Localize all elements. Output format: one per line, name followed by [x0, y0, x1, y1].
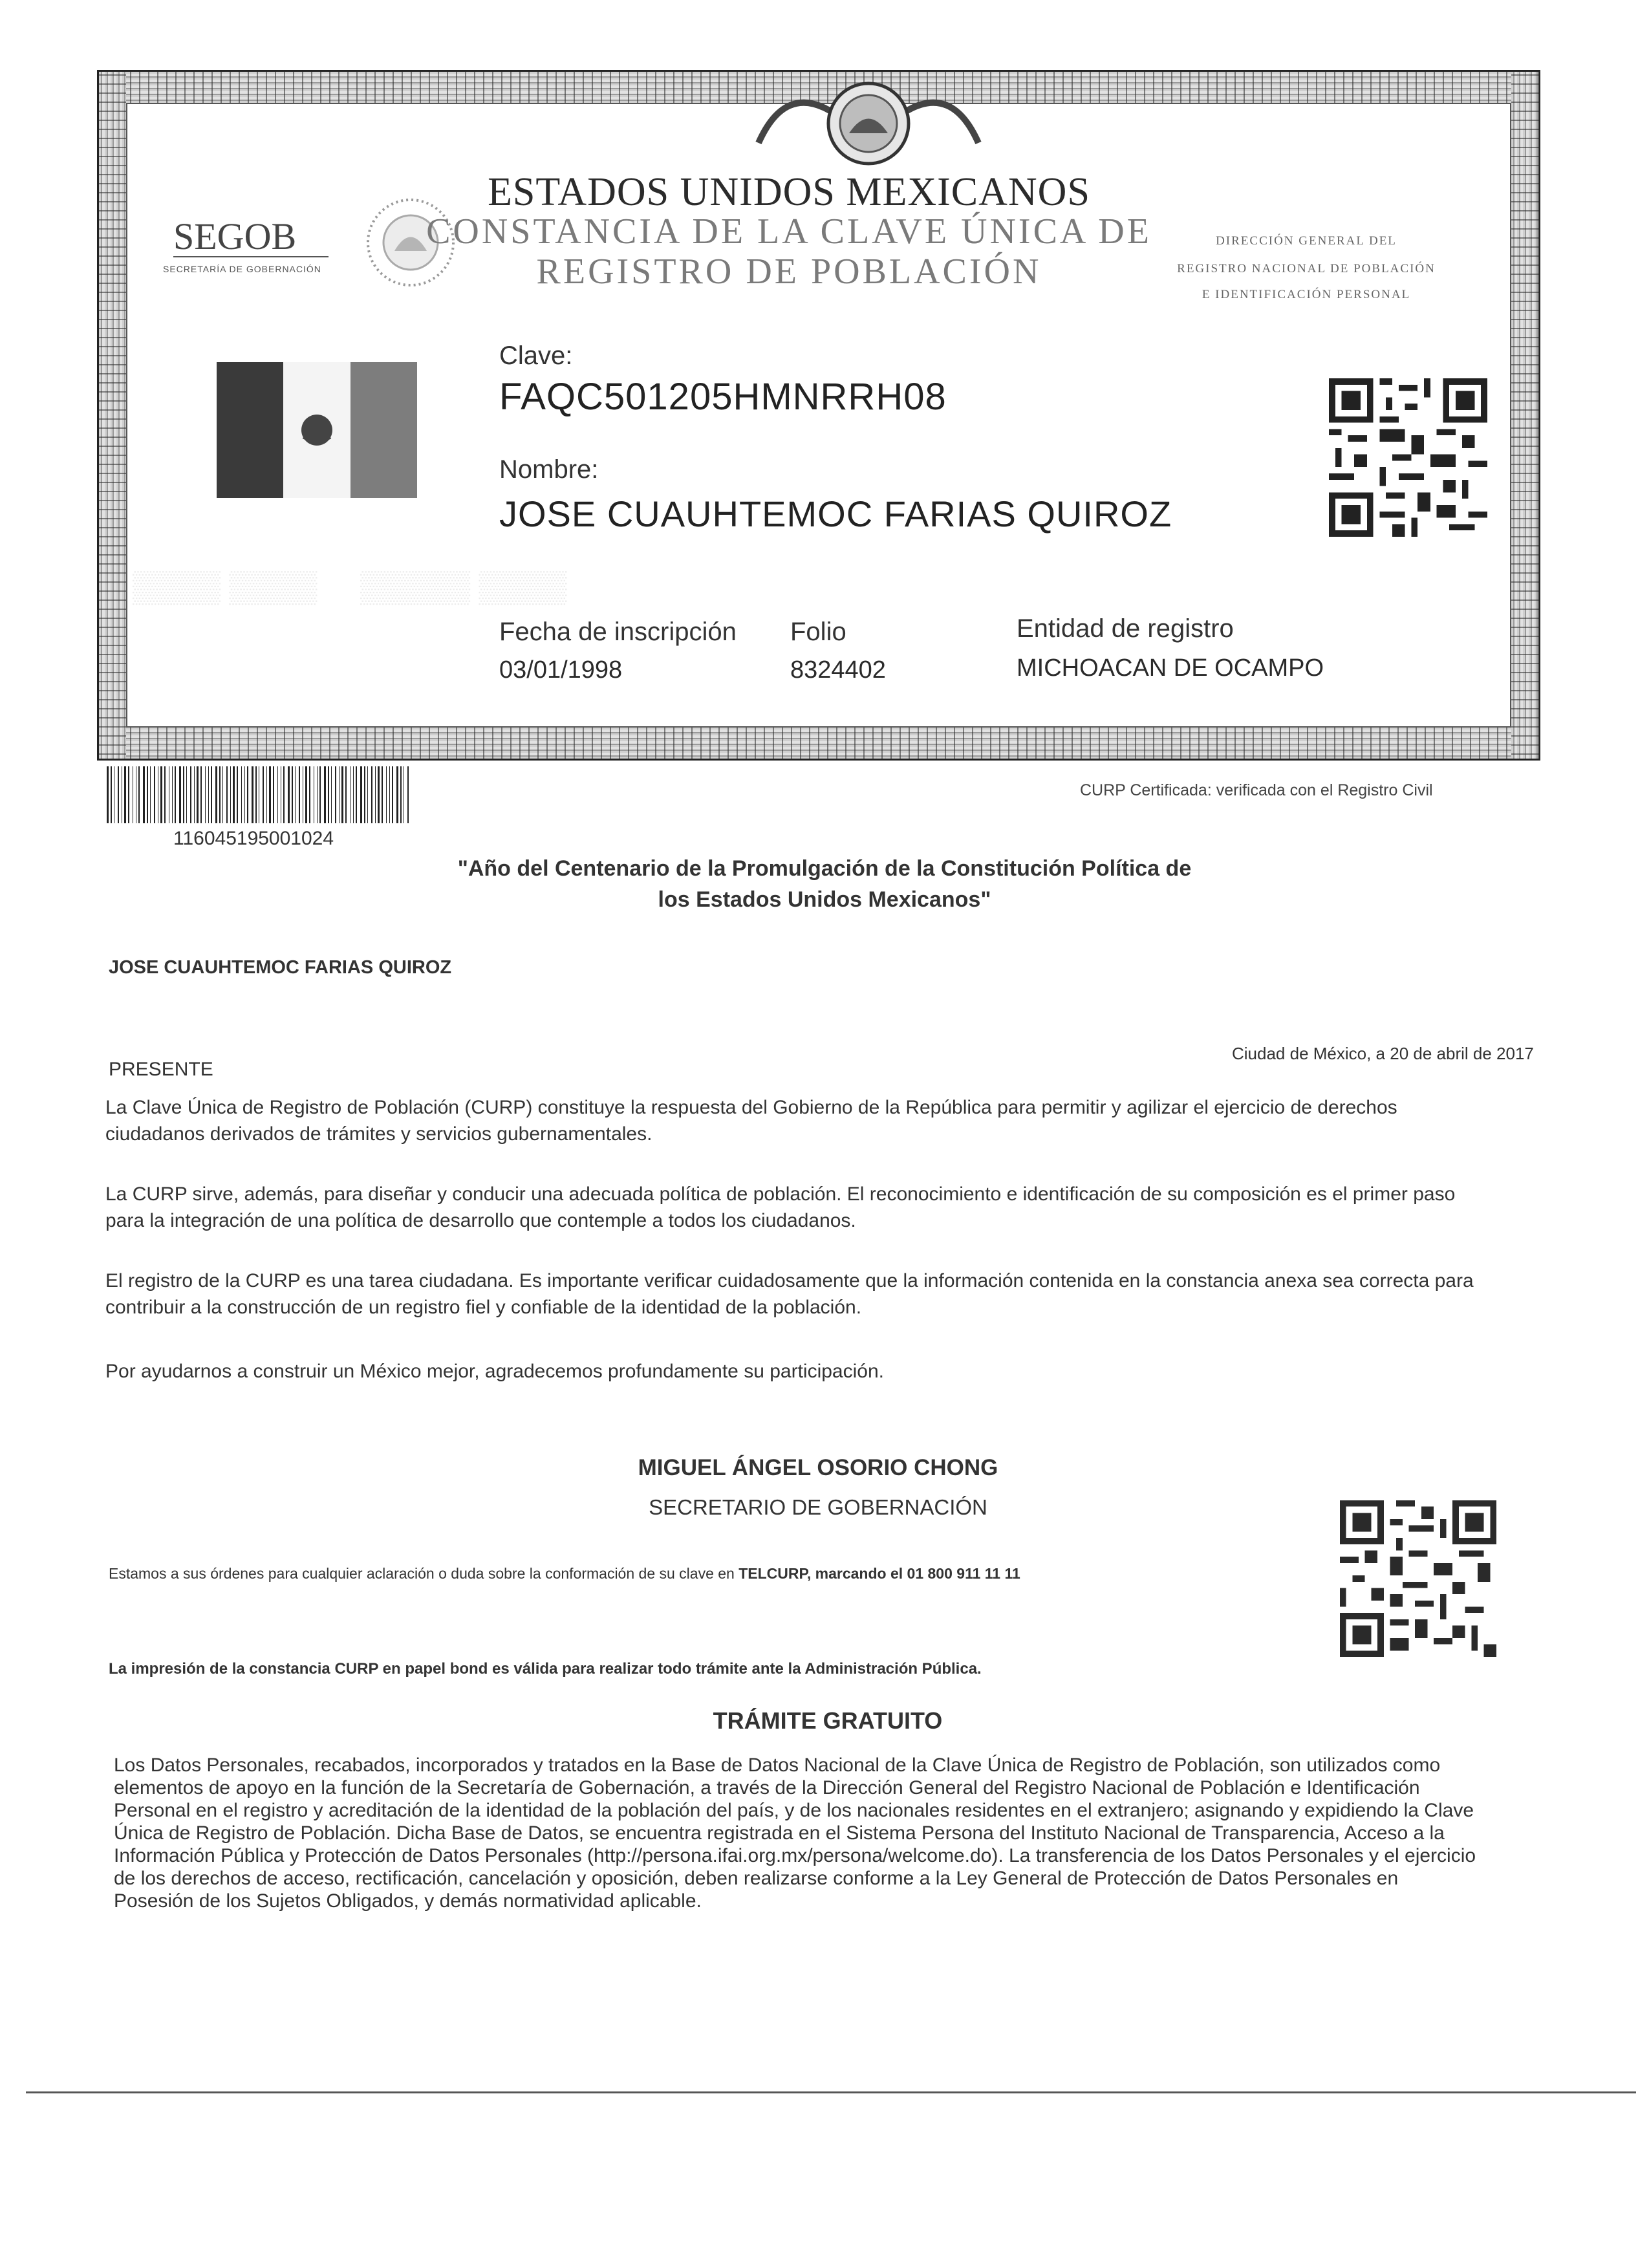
country-title: ESTADOS UNIDOS MEXICANOS	[488, 170, 1090, 214]
privacy-line-3: Personal en el registro y acreditación de la identidad de la población del país, y de los nacionales residentes en el extranjero; asignando y expidiendo la Clave	[114, 1800, 1474, 1821]
privacy-line-4: Única de Registro de Población. Dicha Base de Datos, se encuentra registrada en el Sistema Persona del Instituto Nacional de Transparencia, Acceso a la	[114, 1822, 1445, 1844]
clave-value: FAQC501205HMNRRH08	[499, 376, 947, 418]
frame-border-bottom	[99, 728, 1538, 759]
flag-emblem-icon	[294, 407, 339, 453]
privacy-line-2: elementos de apoyo en la función de la Secretaría de Gobernación, a través de la Dirección General del Registro Nacional de Población e Identificación	[114, 1777, 1420, 1798]
signer-title: SECRETARIO DE GOBERNACIÓN	[649, 1495, 987, 1519]
frame-border-left	[99, 72, 126, 759]
segob-logo: SEGOB	[173, 217, 329, 257]
national-seal-icon	[746, 72, 991, 169]
tramite-gratuito: TRÁMITE GRATUITO	[713, 1707, 943, 1734]
nombre-value: JOSE CUAUHTEMOC FARIAS QUIROZ	[499, 493, 1172, 534]
privacy-line-5: Información Pública y Protección de Datos Personales (http://persona.ifai.org.mx/persona/welcome.do). La transferencia de los Datos Personales y el ejercicio	[114, 1845, 1476, 1866]
place-date: Ciudad de México, a 20 de abril de 2017	[1232, 1044, 1534, 1063]
entidad-label: Entidad de registro	[1017, 614, 1234, 643]
barcode-number: 116045195001024	[173, 828, 334, 849]
folio-value: 8324402	[790, 656, 886, 684]
addressee-name: JOSE CUAUHTEMOC FARIAS QUIROZ	[109, 957, 452, 978]
barcode-graphic	[107, 766, 414, 825]
directorate-line3: E IDENTIFICACIÓN PERSONAL	[1202, 288, 1411, 301]
segob-subtitle: SECRETARÍA DE GOBERNACIÓN	[163, 264, 321, 274]
security-watermark: ▒▒▒▒ ▒▒▒▒ ▒▒▒▒▒ ▒▒▒▒	[133, 570, 567, 604]
paragraph-1-line1: La Clave Única de Registro de Población (CURP) constituye la respuesta del Gobierno de la República para permitir y agilizar el ejercicio de derechos	[105, 1097, 1397, 1118]
directorate-line1: DIRECCIÓN GENERAL DEL	[1216, 234, 1397, 248]
entidad-value: MICHOACAN DE OCAMPO	[1017, 654, 1324, 682]
mexican-flag-icon	[217, 362, 417, 498]
signer-name: MIGUEL ÁNGEL OSORIO CHONG	[638, 1455, 998, 1480]
letter-qr-code[interactable]	[1340, 1500, 1496, 1657]
certified-note: CURP Certificada: verificada con el Registro Civil	[1080, 781, 1433, 799]
fecha-value: 03/01/1998	[499, 656, 623, 684]
fecha-label: Fecha de inscripción	[499, 618, 737, 646]
document-title-line1: CONSTANCIA DE LA CLAVE ÚNICA DE	[426, 211, 1152, 252]
frame-border-right	[1511, 72, 1538, 759]
motto-line2: los Estados Unidos Mexicanos"	[658, 887, 991, 912]
paragraph-2-line1: La CURP sirve, además, para diseñar y conducir una adecuada política de población. El reconocimiento e identificación de su composición es el primer paso	[105, 1183, 1456, 1205]
certificate-qr-code[interactable]	[1329, 378, 1487, 537]
presente-label: PRESENTE	[109, 1059, 213, 1080]
telcurp-phone: TELCURP, marcando el 01 800 911 11 11	[738, 1565, 1020, 1582]
privacy-line-6: de los derechos de acceso, rectificación, cancelación y oposición, deben realizarse conforme a la Ley General de Protección de Datos Personales en	[114, 1868, 1399, 1889]
bottom-divider	[26, 2091, 1636, 2093]
privacy-line-1: Los Datos Personales, recabados, incorporados y tratados en la Base de Datos Nacional de la Clave Única de Registro de Población, son utilizados como	[114, 1755, 1441, 1776]
motto-line1: "Año del Centenario de la Promulgación de la Constitución Política de	[457, 856, 1192, 881]
paragraph-2-line2: para la integración de una política de desarrollo que contemple a todos los ciudadanos.	[105, 1210, 856, 1231]
privacy-notice	[114, 1754, 1476, 1912]
contact-line	[109, 1565, 1020, 1582]
nombre-label: Nombre:	[499, 455, 599, 484]
paragraph-3-line2: contribuir a la construcción de un registro fiel y confiable de la identidad de la población.	[105, 1297, 862, 1318]
paragraph-3-line1: El registro de la CURP es una tarea ciudadana. Es importante verificar cuidadosamente que la información contenida en la constancia anexa sea correcta para	[105, 1270, 1474, 1291]
directorate-line2: REGISTRO NACIONAL DE POBLACIÓN	[1177, 262, 1436, 275]
paragraph-1-line2: ciudadanos derivados de trámites y servicios gubernamentales.	[105, 1123, 652, 1145]
clave-label: Clave:	[499, 341, 573, 370]
privacy-line-7: Posesión de los Sujetos Obligados, y demás normatividad aplicable.	[114, 1890, 702, 1912]
folio-label: Folio	[790, 618, 846, 646]
validity-note: La impresión de la constancia CURP en papel bond es válida para realizar todo trámite ante la Administración Pública.	[109, 1660, 982, 1678]
paragraph-4: Por ayudarnos a construir un México mejor, agradecemos profundamente su participación.	[105, 1361, 884, 1382]
document-title-line2: REGISTRO DE POBLACIÓN	[536, 252, 1042, 292]
contact-text: Estamos a sus órdenes para cualquier aclaración o duda sobre la conformación de su clave en	[109, 1565, 735, 1582]
